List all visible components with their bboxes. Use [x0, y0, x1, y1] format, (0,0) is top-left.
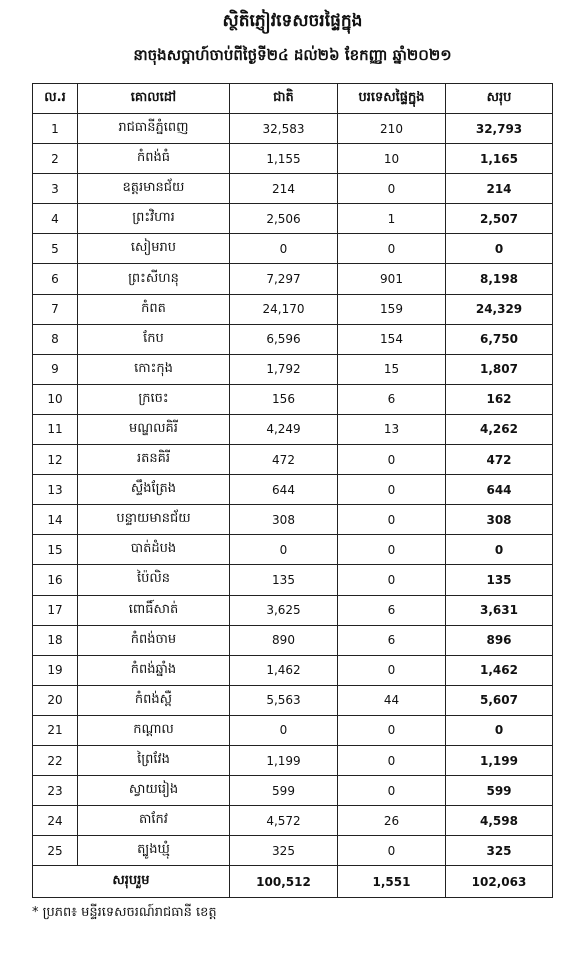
row-destination: ក្រចេះ [78, 384, 230, 414]
row-national: 5,563 [230, 685, 338, 715]
row-foreign: 0 [338, 505, 446, 535]
row-destination: ព្រះសីហនុ [78, 264, 230, 294]
row-number: 15 [33, 535, 78, 565]
table-row [33, 174, 553, 204]
row-national: 4,249 [230, 414, 338, 444]
row-foreign: 159 [338, 294, 446, 324]
table-row [33, 354, 553, 384]
table-header-row [33, 84, 553, 114]
grand-total-national: 100,512 [230, 866, 338, 898]
table-row [33, 294, 553, 324]
row-total: 644 [446, 475, 553, 505]
table-row [33, 715, 553, 745]
row-number: 21 [33, 715, 78, 745]
row-total: 1,807 [446, 354, 553, 384]
row-total: 2,507 [446, 204, 553, 234]
row-destination: កណ្ដាល [78, 715, 230, 745]
row-total: 0 [446, 535, 553, 565]
row-number: 7 [33, 294, 78, 324]
row-national: 1,462 [230, 655, 338, 685]
row-national: 325 [230, 836, 338, 866]
row-destination: បាត់ដំបង [78, 535, 230, 565]
row-destination: កំពត [78, 294, 230, 324]
row-total: 8,198 [446, 264, 553, 294]
row-national: 1,792 [230, 354, 338, 384]
row-number: 13 [33, 475, 78, 505]
column-header-national: ជាតិ [230, 84, 338, 114]
row-number: 19 [33, 655, 78, 685]
source-footnote: * ប្រភព៖ មន្ទីរទេសចរណ៍រាជធានី ខេត្ត [32, 905, 217, 920]
row-total: 3,631 [446, 595, 553, 625]
row-foreign: 6 [338, 384, 446, 414]
row-number: 17 [33, 595, 78, 625]
row-foreign: 0 [338, 535, 446, 565]
row-number: 3 [33, 174, 78, 204]
row-total: 4,262 [446, 414, 553, 444]
row-national: 156 [230, 384, 338, 414]
row-number: 12 [33, 445, 78, 475]
column-header-destination: គោលដៅ [78, 84, 230, 114]
row-national: 7,297 [230, 264, 338, 294]
row-foreign: 44 [338, 685, 446, 715]
row-total: 24,329 [446, 294, 553, 324]
row-total: 32,793 [446, 114, 553, 144]
row-foreign: 0 [338, 445, 446, 475]
row-national: 0 [230, 715, 338, 745]
table-row [33, 685, 553, 715]
row-total: 325 [446, 836, 553, 866]
row-foreign: 10 [338, 144, 446, 174]
table-row [33, 234, 553, 264]
row-foreign: 0 [338, 174, 446, 204]
row-total: 0 [446, 715, 553, 745]
row-total: 308 [446, 505, 553, 535]
row-national: 472 [230, 445, 338, 475]
row-destination: ប៉ៃលិន [78, 565, 230, 595]
row-national: 1,155 [230, 144, 338, 174]
row-total: 162 [446, 384, 553, 414]
row-number: 22 [33, 745, 78, 775]
table-row [33, 836, 553, 866]
row-foreign: 0 [338, 715, 446, 745]
row-national: 214 [230, 174, 338, 204]
row-total: 1,199 [446, 745, 553, 775]
row-foreign: 13 [338, 414, 446, 444]
row-destination: កែប [78, 324, 230, 354]
table-row [33, 445, 553, 475]
row-destination: កោះកុង [78, 354, 230, 384]
row-national: 0 [230, 234, 338, 264]
table-row [33, 535, 553, 565]
row-national: 24,170 [230, 294, 338, 324]
row-number: 14 [33, 505, 78, 535]
table-row [33, 806, 553, 836]
column-header-number: ល.រ [33, 84, 78, 114]
row-total: 214 [446, 174, 553, 204]
table-body [33, 114, 553, 866]
table-row [33, 264, 553, 294]
document-subtitle: នាចុងសប្តាហ៍ចាប់ពីថ្ងៃទី២៤ ដល់២៦ ខែកញ្ញា ឆ្នាំ២០២១ [133, 46, 452, 64]
grand-total-sum: 102,063 [446, 866, 553, 898]
row-national: 1,199 [230, 745, 338, 775]
row-destination: តាកែវ [78, 806, 230, 836]
row-total: 0 [446, 234, 553, 264]
row-number: 18 [33, 625, 78, 655]
row-destination: រតនគិរី [78, 445, 230, 475]
row-total: 1,462 [446, 655, 553, 685]
table-row [33, 655, 553, 685]
row-foreign: 154 [338, 324, 446, 354]
grand-total-foreign: 1,551 [338, 866, 446, 898]
row-number: 23 [33, 776, 78, 806]
row-destination: ត្បូងឃ្មុំ [78, 836, 230, 866]
grand-total-label: សរុបរួម [33, 866, 230, 898]
grand-total-row [33, 866, 553, 898]
row-foreign: 0 [338, 565, 446, 595]
row-foreign: 0 [338, 745, 446, 775]
row-destination: ស្ទឹងត្រែង [78, 475, 230, 505]
row-total: 6,750 [446, 324, 553, 354]
table-row [33, 204, 553, 234]
row-destination: រាជធានីភ្នំពេញ [78, 114, 230, 144]
row-total: 5,607 [446, 685, 553, 715]
row-foreign: 0 [338, 234, 446, 264]
row-total: 599 [446, 776, 553, 806]
row-total: 1,165 [446, 144, 553, 174]
row-destination: ស្វាយរៀង [78, 776, 230, 806]
row-total: 472 [446, 445, 553, 475]
row-number: 10 [33, 384, 78, 414]
row-destination: ព្រះវិហារ [78, 204, 230, 234]
table-row [33, 745, 553, 775]
row-destination: សៀមរាប [78, 234, 230, 264]
row-number: 6 [33, 264, 78, 294]
table-row [33, 595, 553, 625]
row-national: 32,583 [230, 114, 338, 144]
row-total: 4,598 [446, 806, 553, 836]
row-foreign: 210 [338, 114, 446, 144]
row-number: 5 [33, 234, 78, 264]
row-foreign: 15 [338, 354, 446, 384]
column-header-foreign: បរទេសផ្ទៃក្នុង [338, 84, 446, 114]
row-national: 3,625 [230, 595, 338, 625]
row-number: 9 [33, 354, 78, 384]
row-destination: ពោធិ៍សាត់ [78, 595, 230, 625]
row-number: 1 [33, 114, 78, 144]
row-foreign: 0 [338, 836, 446, 866]
row-national: 890 [230, 625, 338, 655]
row-national: 308 [230, 505, 338, 535]
row-number: 25 [33, 836, 78, 866]
row-number: 11 [33, 414, 78, 444]
row-destination: បន្ទាយមានជ័យ [78, 505, 230, 535]
row-destination: ព្រៃវែង [78, 745, 230, 775]
row-number: 2 [33, 144, 78, 174]
row-destination: កំពង់ចាម [78, 625, 230, 655]
row-number: 20 [33, 685, 78, 715]
row-national: 644 [230, 475, 338, 505]
row-destination: ឧត្តរមានជ័យ [78, 174, 230, 204]
row-foreign: 26 [338, 806, 446, 836]
row-number: 24 [33, 806, 78, 836]
document-title: ស្ថិតិភ្ញៀវទេសចរផ្ទៃក្នុង [222, 11, 363, 31]
row-total: 135 [446, 565, 553, 595]
row-number: 8 [33, 324, 78, 354]
row-foreign: 901 [338, 264, 446, 294]
table-row [33, 144, 553, 174]
row-national: 6,596 [230, 324, 338, 354]
column-header-total: សរុប [446, 84, 553, 114]
table-row [33, 776, 553, 806]
row-total: 896 [446, 625, 553, 655]
row-foreign: 0 [338, 776, 446, 806]
row-national: 599 [230, 776, 338, 806]
row-number: 4 [33, 204, 78, 234]
row-foreign: 1 [338, 204, 446, 234]
table-row [33, 625, 553, 655]
row-national: 4,572 [230, 806, 338, 836]
table-row [33, 565, 553, 595]
row-national: 0 [230, 535, 338, 565]
row-national: 135 [230, 565, 338, 595]
row-foreign: 0 [338, 655, 446, 685]
row-national: 2,506 [230, 204, 338, 234]
table-row [33, 324, 553, 354]
table-row [33, 505, 553, 535]
row-foreign: 6 [338, 595, 446, 625]
table-row [33, 384, 553, 414]
row-destination: កំពង់ឆ្នាំង [78, 655, 230, 685]
table-row [33, 114, 553, 144]
row-destination: មណ្ឌលគិរី [78, 414, 230, 444]
tourist-statistics-table [32, 83, 553, 898]
table-row [33, 414, 553, 444]
row-destination: កំពង់ស្ពឺ [78, 685, 230, 715]
row-foreign: 0 [338, 475, 446, 505]
row-number: 16 [33, 565, 78, 595]
row-foreign: 6 [338, 625, 446, 655]
row-destination: កំពង់ធំ [78, 144, 230, 174]
table-row [33, 475, 553, 505]
